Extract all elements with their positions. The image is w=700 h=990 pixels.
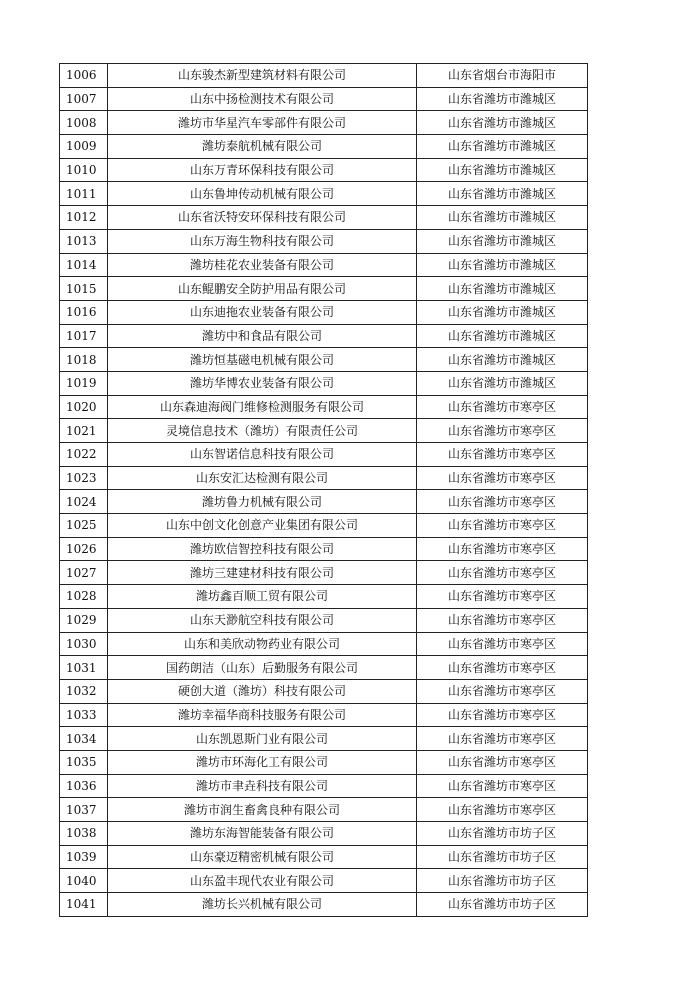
company-name-cell: 山东万海生物科技有限公司	[108, 229, 417, 253]
company-name-cell: 山东中扬检测技术有限公司	[108, 87, 417, 111]
location-cell: 山东省潍坊市潍城区	[417, 348, 588, 372]
row-number-cell: 1017	[60, 324, 108, 348]
table-row	[60, 300, 588, 324]
table-row	[60, 514, 588, 538]
company-name-cell: 山东豪迈精密机械有限公司	[108, 845, 417, 869]
company-name-cell: 潍坊长兴机械有限公司	[108, 893, 417, 917]
location-cell: 山东省潍坊市潍城区	[417, 253, 588, 277]
company-name-cell: 山东安汇达检测有限公司	[108, 466, 417, 490]
row-number-cell: 1011	[60, 182, 108, 206]
row-number-cell: 1040	[60, 869, 108, 893]
company-name-cell: 潍坊中和食品有限公司	[108, 324, 417, 348]
table-row	[60, 229, 588, 253]
table-row	[60, 845, 588, 869]
table-row	[60, 585, 588, 609]
company-name-cell: 国药朗洁（山东）后勤服务有限公司	[108, 656, 417, 680]
location-cell: 山东省潍坊市潍城区	[417, 324, 588, 348]
company-name-cell: 潍坊桂花农业装备有限公司	[108, 253, 417, 277]
table-row	[60, 371, 588, 395]
table-row	[60, 798, 588, 822]
table-row	[60, 490, 588, 514]
row-number-cell: 1020	[60, 395, 108, 419]
table-row	[60, 656, 588, 680]
location-cell: 山东省潍坊市寒亭区	[417, 656, 588, 680]
location-cell: 山东省潍坊市潍城区	[417, 111, 588, 135]
company-name-cell: 山东万青环保科技有限公司	[108, 158, 417, 182]
table-row	[60, 348, 588, 372]
table-row	[60, 253, 588, 277]
location-cell: 山东省潍坊市寒亭区	[417, 632, 588, 656]
table-row	[60, 537, 588, 561]
company-name-cell: 潍坊市润生畜禽良种有限公司	[108, 798, 417, 822]
company-name-cell: 山东盈丰现代农业有限公司	[108, 869, 417, 893]
table-row	[60, 632, 588, 656]
row-number-cell: 1024	[60, 490, 108, 514]
location-cell: 山东省潍坊市潍城区	[417, 371, 588, 395]
row-number-cell: 1019	[60, 371, 108, 395]
location-cell: 山东省潍坊市寒亭区	[417, 490, 588, 514]
location-cell: 山东省潍坊市寒亭区	[417, 679, 588, 703]
location-cell: 山东省潍坊市寒亭区	[417, 466, 588, 490]
location-cell: 山东省潍坊市寒亭区	[417, 727, 588, 751]
row-number-cell: 1007	[60, 87, 108, 111]
location-cell: 山东省潍坊市潍城区	[417, 87, 588, 111]
table-row	[60, 111, 588, 135]
row-number-cell: 1014	[60, 253, 108, 277]
row-number-cell: 1034	[60, 727, 108, 751]
company-name-cell: 潍坊东海智能装备有限公司	[108, 822, 417, 846]
row-number-cell: 1030	[60, 632, 108, 656]
location-cell: 山东省潍坊市潍城区	[417, 135, 588, 159]
location-cell: 山东省潍坊市寒亭区	[417, 585, 588, 609]
table-row	[60, 206, 588, 230]
company-name-cell: 山东和美欣动物药业有限公司	[108, 632, 417, 656]
company-name-cell: 潍坊幸福华商科技服务有限公司	[108, 703, 417, 727]
row-number-cell: 1026	[60, 537, 108, 561]
location-cell: 山东省潍坊市潍城区	[417, 206, 588, 230]
row-number-cell: 1041	[60, 893, 108, 917]
table-row	[60, 395, 588, 419]
company-name-cell: 山东省沃特安环保科技有限公司	[108, 206, 417, 230]
table-row	[60, 869, 588, 893]
row-number-cell: 1033	[60, 703, 108, 727]
location-cell: 山东省潍坊市坊子区	[417, 822, 588, 846]
location-cell: 山东省潍坊市寒亭区	[417, 514, 588, 538]
row-number-cell: 1038	[60, 822, 108, 846]
table-row	[60, 277, 588, 301]
company-name-cell: 山东智诺信息科技有限公司	[108, 443, 417, 467]
table-row	[60, 608, 588, 632]
table-row	[60, 893, 588, 917]
row-number-cell: 1013	[60, 229, 108, 253]
table-row	[60, 703, 588, 727]
location-cell: 山东省潍坊市寒亭区	[417, 419, 588, 443]
table-row	[60, 750, 588, 774]
location-cell: 山东省潍坊市潍城区	[417, 300, 588, 324]
location-cell: 山东省潍坊市寒亭区	[417, 750, 588, 774]
company-name-cell: 山东天渺航空科技有限公司	[108, 608, 417, 632]
table-row	[60, 774, 588, 798]
company-name-cell: 山东鲲鹏安全防护用品有限公司	[108, 277, 417, 301]
row-number-cell: 1039	[60, 845, 108, 869]
company-name-cell: 山东中创文化创意产业集团有限公司	[108, 514, 417, 538]
location-cell: 山东省潍坊市潍城区	[417, 158, 588, 182]
table-row	[60, 679, 588, 703]
company-name-cell: 潍坊市环海化工有限公司	[108, 750, 417, 774]
row-number-cell: 1035	[60, 750, 108, 774]
row-number-cell: 1032	[60, 679, 108, 703]
company-name-cell: 山东骏杰新型建筑材料有限公司	[108, 64, 417, 88]
table-row	[60, 561, 588, 585]
location-cell: 山东省潍坊市坊子区	[417, 845, 588, 869]
location-cell: 山东省潍坊市坊子区	[417, 869, 588, 893]
row-number-cell: 1025	[60, 514, 108, 538]
company-name-cell: 山东迪拖农业装备有限公司	[108, 300, 417, 324]
location-cell: 山东省潍坊市寒亭区	[417, 703, 588, 727]
row-number-cell: 1036	[60, 774, 108, 798]
location-cell: 山东省潍坊市寒亭区	[417, 537, 588, 561]
company-name-cell: 山东森迪海阀门维修检测服务有限公司	[108, 395, 417, 419]
location-cell: 山东省潍坊市寒亭区	[417, 608, 588, 632]
table-row	[60, 158, 588, 182]
row-number-cell: 1008	[60, 111, 108, 135]
location-cell: 山东省烟台市海阳市	[417, 64, 588, 88]
row-number-cell: 1016	[60, 300, 108, 324]
location-cell: 山东省潍坊市寒亭区	[417, 798, 588, 822]
company-name-cell: 潍坊恒基磁电机械有限公司	[108, 348, 417, 372]
location-cell: 山东省潍坊市寒亭区	[417, 774, 588, 798]
company-name-cell: 潍坊市华星汽车零部件有限公司	[108, 111, 417, 135]
table-row	[60, 466, 588, 490]
company-name-cell: 山东鲁坤传动机械有限公司	[108, 182, 417, 206]
row-number-cell: 1037	[60, 798, 108, 822]
row-number-cell: 1006	[60, 64, 108, 88]
location-cell: 山东省潍坊市潍城区	[417, 182, 588, 206]
company-name-cell: 潍坊鲁力机械有限公司	[108, 490, 417, 514]
table-row	[60, 87, 588, 111]
row-number-cell: 1029	[60, 608, 108, 632]
table-row	[60, 727, 588, 751]
company-name-cell: 灵境信息技术（潍坊）有限责任公司	[108, 419, 417, 443]
company-list-table	[59, 63, 588, 917]
row-number-cell: 1023	[60, 466, 108, 490]
row-number-cell: 1010	[60, 158, 108, 182]
table-row	[60, 443, 588, 467]
table-row	[60, 64, 588, 88]
table-row	[60, 822, 588, 846]
table-row	[60, 419, 588, 443]
row-number-cell: 1015	[60, 277, 108, 301]
company-name-cell: 山东凯恩斯门业有限公司	[108, 727, 417, 751]
location-cell: 山东省潍坊市寒亭区	[417, 561, 588, 585]
location-cell: 山东省潍坊市潍城区	[417, 229, 588, 253]
company-name-cell: 潍坊泰航机械有限公司	[108, 135, 417, 159]
row-number-cell: 1021	[60, 419, 108, 443]
company-name-cell: 潍坊华博农业装备有限公司	[108, 371, 417, 395]
row-number-cell: 1027	[60, 561, 108, 585]
location-cell: 山东省潍坊市潍城区	[417, 277, 588, 301]
location-cell: 山东省潍坊市寒亭区	[417, 443, 588, 467]
row-number-cell: 1028	[60, 585, 108, 609]
row-number-cell: 1022	[60, 443, 108, 467]
table-row	[60, 324, 588, 348]
row-number-cell: 1009	[60, 135, 108, 159]
table-body	[60, 64, 588, 917]
company-name-cell: 潍坊欧信智控科技有限公司	[108, 537, 417, 561]
table-row	[60, 182, 588, 206]
company-name-cell: 潍坊三建建材科技有限公司	[108, 561, 417, 585]
location-cell: 山东省潍坊市坊子区	[417, 893, 588, 917]
company-name-cell: 硬创大道（潍坊）科技有限公司	[108, 679, 417, 703]
table-row	[60, 135, 588, 159]
location-cell: 山东省潍坊市寒亭区	[417, 395, 588, 419]
company-name-cell: 潍坊市聿垚科技有限公司	[108, 774, 417, 798]
row-number-cell: 1018	[60, 348, 108, 372]
company-name-cell: 潍坊鑫百顺工贸有限公司	[108, 585, 417, 609]
row-number-cell: 1012	[60, 206, 108, 230]
row-number-cell: 1031	[60, 656, 108, 680]
